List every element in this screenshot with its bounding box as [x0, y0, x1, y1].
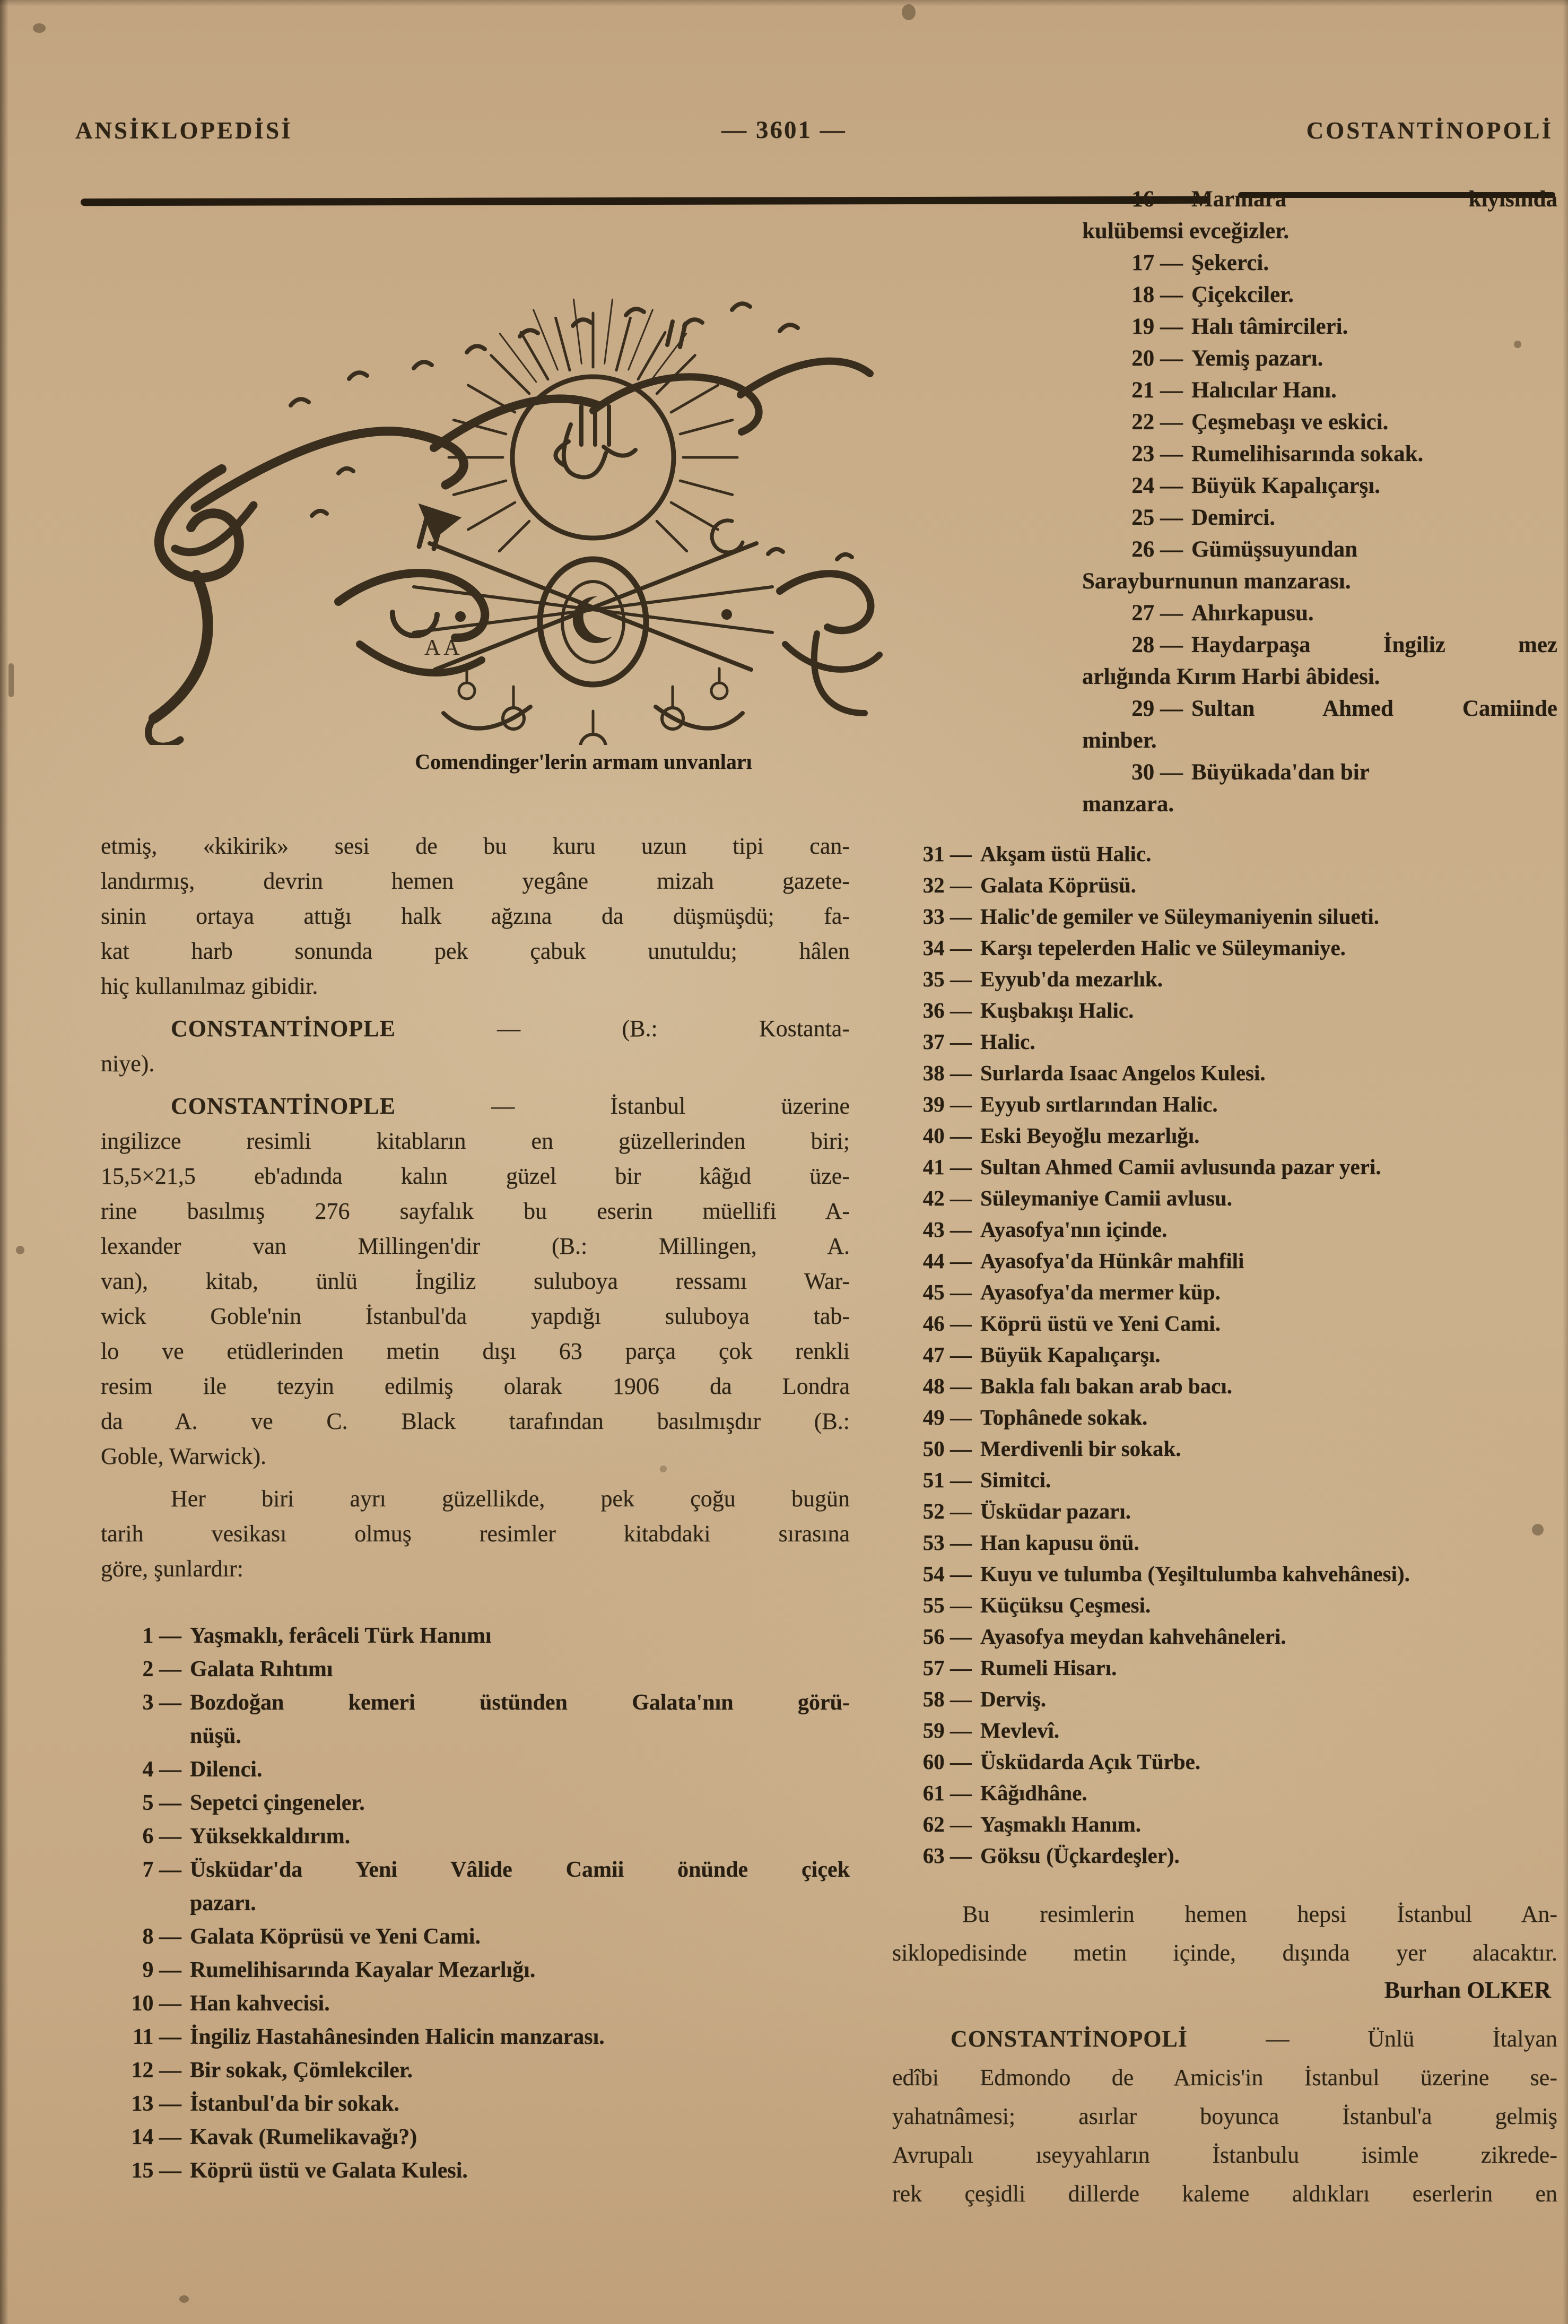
- list-item-text: Eyyub'da mezarlık.: [980, 967, 1163, 991]
- list-item-text: Büyük Kapalıçarşı.: [980, 1342, 1161, 1367]
- list-item-text: Halı tâmircileri.: [1191, 314, 1348, 339]
- list-item: [101, 1954, 850, 1987]
- text-line: yahatnâmesi; asırlar boyunca İstanbul'a gelmiş: [892, 2103, 1557, 2129]
- list-item: [101, 1787, 850, 1820]
- list-item-text: Kâğıdhâne.: [980, 1781, 1087, 1805]
- list-item-number: 3 —: [142, 1690, 181, 1715]
- list-item-number: 8 —: [142, 1924, 181, 1949]
- list-item-text: Kuşbakışı Halic.: [980, 998, 1134, 1022]
- text-line: kat harb sonunda pek çabuk unutuldu; hâlen: [101, 938, 850, 964]
- text-line: Her biri ayrı güzellikde, pek çoğu bugün: [171, 1486, 850, 1512]
- list-item-number: 34 —: [922, 935, 972, 960]
- entry-constantinople-ref: [101, 1011, 850, 1081]
- text-line: rek çeşidli dillerde kaleme aldıkları eserlerin en: [892, 2181, 1557, 2207]
- list-item-number: 13 —: [131, 2092, 181, 2116]
- list-item-number: 29 —: [1131, 696, 1183, 721]
- list-item-text: Ahırkapusu.: [1191, 601, 1314, 626]
- list-item: [892, 1621, 1557, 1652]
- list-item-text: Rumeli Hisarı.: [980, 1655, 1117, 1680]
- list-item-text: Dilenci.: [190, 1757, 263, 1782]
- list-item: [1082, 406, 1557, 438]
- running-head-right: COSTANTİNOPOLİ: [1306, 117, 1553, 144]
- list-item-text: Marmara kıyısında: [1191, 187, 1557, 212]
- list-item: [1082, 693, 1557, 725]
- list-item-text: Yemiş pazarı.: [1191, 346, 1323, 371]
- running-head-left: ANSİKLOPEDİSİ: [75, 117, 293, 144]
- list-item: [1082, 247, 1557, 279]
- list-item-number: 25 —: [1131, 505, 1183, 530]
- list-item-text: Kavak (Rumelikavağı?): [190, 2125, 417, 2149]
- list-item: [101, 2121, 850, 2154]
- list-item-text: Şekerci.: [1191, 250, 1269, 275]
- list-item: [101, 2087, 850, 2121]
- list-item-number: 23 —: [1131, 441, 1183, 466]
- list-item: [1082, 629, 1557, 661]
- list-item-number: 44 —: [922, 1248, 972, 1273]
- text-line: ingilizce resimli kitabların en güzellerinden biri;: [101, 1128, 850, 1154]
- scan-speck: [16, 1246, 24, 1254]
- list-item-text: Galata Köprüsü.: [980, 873, 1136, 897]
- list-item-text: Bozdoğan kemeri üstünden Galata'nın görü-: [190, 1690, 850, 1715]
- entry-headword: CONSTANTİNOPOLİ: [951, 2026, 1188, 2052]
- list-item-text: Derviş.: [980, 1687, 1047, 1711]
- list-item: [1082, 279, 1557, 311]
- list-item: [892, 995, 1557, 1026]
- list-item: [892, 901, 1557, 932]
- list-item-number: 28 —: [1131, 632, 1183, 657]
- list-item-text: Merdivenli bir sokak.: [980, 1436, 1181, 1461]
- list-item-number: 56 —: [922, 1624, 972, 1649]
- list-item-number: 46 —: [922, 1311, 972, 1336]
- list-item: [101, 1720, 850, 1753]
- list-item: [892, 1089, 1557, 1120]
- list-item-number: 30 —: [1131, 760, 1183, 785]
- list-item-text: Gümüşsuyundan: [1191, 537, 1358, 562]
- right-column: [892, 184, 1557, 2213]
- list-item-text: Sepetci çingeneler.: [190, 1791, 365, 1815]
- list-item: [892, 1496, 1557, 1527]
- list-item: [1082, 311, 1557, 343]
- list-item-number: 55 —: [922, 1593, 972, 1617]
- list-item-text: Han kapusu önü.: [980, 1530, 1139, 1555]
- artwork-caption: Comendinger'lerin armam unvanları: [415, 750, 752, 774]
- picture-list-16-30: [1082, 184, 1557, 820]
- page-number: — 3601 —: [721, 116, 847, 144]
- list-item-text: İngiliz Hastahânesinden Halicin manzarası.: [190, 2025, 605, 2049]
- list-item-number: 9 —: [142, 1958, 181, 1982]
- list-item-number: 43 —: [922, 1217, 972, 1242]
- scan-speck: [33, 23, 46, 33]
- list-item-number: 58 —: [922, 1687, 972, 1711]
- list-item: [101, 1619, 850, 1653]
- text-line: da A. ve C. Black tarafından basılmışdır (B.:: [101, 1408, 850, 1434]
- list-item-text: Demirci.: [1191, 505, 1275, 530]
- list-item: [892, 1277, 1557, 1308]
- list-item-number: 49 —: [922, 1405, 972, 1429]
- text-line: CONSTANTİNOPOLİ — Ünlü İtalyan: [951, 2026, 1557, 2052]
- list-item: [101, 2021, 850, 2054]
- list-item-number: 4 —: [142, 1757, 181, 1782]
- list-item-text: Bir sokak, Çömlekciler.: [190, 2058, 413, 2083]
- entry-constantinopoli: [892, 2019, 1557, 2213]
- list-item-number: 57 —: [922, 1655, 972, 1680]
- list-item-number: 53 —: [922, 1530, 972, 1555]
- engraving-letters: A A: [424, 636, 460, 660]
- list-item-number: 63 —: [922, 1843, 972, 1868]
- list-item-number: 14 —: [131, 2125, 181, 2149]
- list-item: [1082, 725, 1557, 757]
- text-line: göre, şunlardır:: [101, 1556, 243, 1582]
- list-item-text: Rumelihisarında Kayalar Mezarlığı.: [190, 1958, 536, 1982]
- list-item: [892, 1746, 1557, 1777]
- text-line: Goble, Warwick).: [101, 1443, 267, 1469]
- scan-edge-shadow-top: [0, 0, 1568, 6]
- list-item: [101, 1887, 850, 1920]
- text-line: CONSTANTİNOPLE — İstanbul üzerine: [171, 1093, 850, 1119]
- list-item: [892, 1652, 1557, 1684]
- list-item: [1082, 343, 1557, 375]
- text-line: van), kitab, ünlü İngiliz suluboya ressamı War-: [101, 1268, 850, 1294]
- list-item-number: 11 —: [132, 2025, 181, 2049]
- list-item-number: 39 —: [922, 1092, 972, 1116]
- list-item-text: Ayasofya'da Hünkâr mahfili: [980, 1248, 1244, 1273]
- paragraph: [101, 1481, 850, 1586]
- list-item-text: Galata Rıhtımı: [190, 1657, 333, 1681]
- entry-constantinople-book: [101, 1089, 850, 1474]
- list-item: [892, 1590, 1557, 1621]
- list-item-number: 33 —: [922, 904, 972, 929]
- list-item: [1082, 438, 1557, 470]
- list-item-text: Üsküdarda Açık Türbe.: [980, 1749, 1201, 1774]
- list-item-text: Eski Beyoğlu mezarlığı.: [980, 1123, 1200, 1148]
- list-item: [1082, 470, 1557, 502]
- list-item-number: 42 —: [922, 1186, 972, 1210]
- list-item: [892, 1026, 1557, 1057]
- list-item-text: Yüksekkaldırım.: [190, 1824, 351, 1849]
- list-item-text: pazarı.: [190, 1891, 256, 1915]
- list-item: [892, 1120, 1557, 1151]
- list-item-number: 12 —: [131, 2058, 181, 2083]
- list-item-number: 61 —: [922, 1781, 972, 1805]
- text-line: rine basılmış 276 sayfalık bu eserin müellifi A-: [101, 1198, 850, 1224]
- tughra: [555, 403, 635, 477]
- list-item-text: Halic'de gemiler ve Süleymaniyenin silueti.: [980, 904, 1380, 929]
- text-line: 15,5×21,5 eb'adında kalın güzel bir kâğıd üze-: [101, 1163, 850, 1189]
- list-item-number: 52 —: [922, 1499, 972, 1523]
- hanging-medals: [459, 669, 727, 745]
- list-item-text: Ayasofya'nın içinde.: [980, 1217, 1168, 1242]
- text-line: siklopedisinde metin içinde, dışında yer alacaktır.: [892, 1940, 1557, 1966]
- list-item-number: 37 —: [922, 1029, 972, 1054]
- list-item: [101, 1653, 850, 1686]
- list-item-text: Sultan Ahmed Camii avlusunda pazar yeri.: [980, 1155, 1381, 1179]
- list-item-number: 24 —: [1131, 473, 1183, 498]
- scan-edge-shadow-right: [1563, 0, 1568, 2324]
- text-line: landırmış, devrin hemen yegâne mizah gazete-: [101, 868, 850, 894]
- list-item: [1082, 788, 1557, 820]
- list-item: [101, 1820, 850, 1853]
- list-item-text: manzara.: [1082, 792, 1174, 817]
- list-item: [892, 838, 1557, 870]
- list-item: [1082, 566, 1557, 597]
- list-item: [892, 870, 1557, 901]
- text-line: tarih vesikası olmuş resimler kitabdaki sırasına: [101, 1521, 850, 1547]
- list-item: [1082, 757, 1557, 788]
- text-line: etmiş, «kikirik» sesi de bu kuru uzun tipi can-: [101, 833, 850, 859]
- list-item: [1082, 502, 1557, 534]
- list-item-text: Eyyub sırtlarından Halic.: [980, 1092, 1218, 1116]
- list-item: [892, 1684, 1557, 1715]
- ottoman-coat-of-arms: [414, 299, 772, 745]
- list-item-number: 50 —: [922, 1436, 972, 1461]
- list-item: [1082, 184, 1557, 215]
- list-item-number: 27 —: [1131, 601, 1183, 626]
- list-item-number: 60 —: [922, 1749, 972, 1774]
- list-item-number: 26 —: [1131, 537, 1183, 562]
- ottoman-armorial-engraving: [63, 219, 903, 745]
- list-item: [101, 1686, 850, 1720]
- list-item-number: 6 —: [142, 1824, 181, 1849]
- list-item: [892, 1339, 1557, 1371]
- list-item: [892, 1840, 1557, 1871]
- list-item-number: 36 —: [922, 998, 972, 1022]
- text-line: Bu resimlerin hemen hepsi İstanbul An-: [962, 1901, 1557, 1927]
- list-item-text: Simitci.: [980, 1468, 1051, 1492]
- list-item-text: Rumelihisarında sokak.: [1191, 441, 1424, 466]
- list-item: [892, 1245, 1557, 1277]
- list-item-text: Üsküdar pazarı.: [980, 1499, 1131, 1523]
- list-item: [892, 1183, 1557, 1214]
- paragraph: [101, 829, 850, 1004]
- list-item: [892, 1527, 1557, 1558]
- list-item: [1082, 534, 1557, 566]
- list-item-text: Surlarda Isaac Angelos Kulesi.: [980, 1061, 1266, 1085]
- list-item: [101, 1987, 850, 2021]
- list-item-number: [101, 1887, 181, 1920]
- list-item-number: 48 —: [922, 1374, 972, 1398]
- list-item-number: 20 —: [1131, 346, 1183, 371]
- list-item-number: 47 —: [922, 1342, 972, 1367]
- list-item-number: 31 —: [922, 842, 972, 866]
- list-item-text: Han kahvecisi.: [190, 1991, 330, 2016]
- entry-headword: CONSTANTİNOPLE: [171, 1016, 396, 1042]
- list-item-number: 59 —: [922, 1718, 972, 1742]
- list-item: [892, 932, 1557, 964]
- list-item-number: 32 —: [922, 873, 972, 897]
- list-item-text: Sultan Ahmed Camiinde: [1191, 696, 1557, 721]
- list-item-text: Halıcılar Hanı.: [1191, 378, 1337, 403]
- list-item-text: Çiçekciler.: [1191, 282, 1294, 307]
- closing-paragraph: [892, 1895, 1557, 1972]
- list-item: [1082, 215, 1557, 247]
- list-item-number: 16 —: [1131, 187, 1183, 212]
- list-item-text: Göksu (Üçkardeşler).: [980, 1843, 1180, 1868]
- list-item-number: 10 —: [131, 1991, 181, 2016]
- list-item-number: 41 —: [922, 1155, 972, 1179]
- text-line: lexander van Millingen'dir (B.: Millingen, A.: [101, 1233, 850, 1259]
- text-line: hiç kullanılmaz gibidir.: [101, 973, 318, 999]
- list-item: [1082, 375, 1557, 406]
- list-item: [101, 2154, 850, 2188]
- list-item-text: Üsküdar'da Yeni Vâlide Camii önünde çiçek: [190, 1858, 850, 1882]
- text-line: resim ile tezyin edilmiş olarak 1906 da Londra: [101, 1373, 850, 1399]
- list-item-text: Yaşmaklı Hanım.: [980, 1812, 1141, 1836]
- list-item: [892, 1715, 1557, 1746]
- list-item-number: 17 —: [1131, 250, 1183, 275]
- author-signature: Burhan OLKER: [1384, 1977, 1551, 2003]
- list-item-text: Sarayburnunun manzarası.: [1082, 569, 1351, 594]
- list-item: [101, 1753, 850, 1787]
- list-item-text: Ayasofya meydan kahvehâneleri.: [980, 1624, 1286, 1649]
- list-item-number: 1 —: [142, 1624, 181, 1648]
- list-item-number: 5 —: [142, 1791, 181, 1815]
- list-item: [892, 1371, 1557, 1402]
- list-item-number: 2 —: [142, 1657, 181, 1681]
- list-item-text: Süleymaniye Camii avlusu.: [980, 1186, 1232, 1210]
- text-line: Avrupalı ıseyyahların İstanbulu isimle zikrede-: [892, 2142, 1557, 2168]
- list-item-text: Akşam üstü Halic.: [980, 842, 1152, 866]
- list-item: [892, 1558, 1557, 1590]
- list-item-text: Haydarpaşa İngiliz mez: [1191, 632, 1557, 657]
- text-line: CONSTANTİNOPLE — (B.: Kostanta-: [171, 1016, 850, 1042]
- list-item-number: 54 —: [922, 1562, 972, 1586]
- list-item-text: Karşı tepelerden Halic ve Süleymaniye.: [980, 935, 1346, 960]
- list-item-text: Ayasofya'da mermer küp.: [980, 1280, 1221, 1304]
- list-item-text: Tophânede sokak.: [980, 1405, 1148, 1429]
- list-item-number: 7 —: [142, 1858, 181, 1882]
- list-item-text: Halic.: [980, 1029, 1035, 1054]
- list-item-text: arlığında Kırım Harbi âbidesi.: [1082, 664, 1380, 689]
- list-item-text: Mevlevî.: [980, 1718, 1060, 1742]
- list-item-text: Büyükada'dan bir: [1191, 760, 1370, 785]
- text-line: edîbi Edmondo de Amicis'in İstanbul üzerine se-: [892, 2065, 1557, 2091]
- left-column: [101, 829, 850, 2188]
- list-item-text: Galata Köprüsü ve Yeni Cami.: [190, 1924, 481, 1949]
- list-item-number: [101, 1720, 181, 1753]
- scan-speck: [8, 663, 14, 697]
- list-item-number: 38 —: [922, 1061, 972, 1085]
- list-item-text: Bakla falı bakan arab bacı.: [980, 1374, 1233, 1398]
- list-item-text: Çeşmebaşı ve eskici.: [1191, 410, 1389, 435]
- list-item: [892, 1402, 1557, 1433]
- list-item-number: 15 —: [131, 2158, 181, 2183]
- list-item-text: Küçüksu Çeşmesi.: [980, 1593, 1151, 1617]
- picture-list-1-15: [101, 1619, 850, 2188]
- picture-list-31-63: [892, 838, 1557, 1871]
- text-line: wick Goble'nin İstanbul'da yapdığı suluboya tab-: [101, 1303, 850, 1329]
- list-item-text: kulübemsi evceğizler.: [1082, 219, 1290, 244]
- list-item: [892, 1214, 1557, 1245]
- list-item-text: Kuyu ve tulumba (Yeşiltulumba kahvehânesi).: [980, 1562, 1410, 1586]
- entry-headword: CONSTANTİNOPLE: [171, 1093, 396, 1119]
- text-line: lo ve etüdlerinden metin dışı 63 parça çok renkli: [101, 1338, 850, 1364]
- text-line: sinin ortaya attığı halk ağzına da düşmüşdü; fa-: [101, 903, 850, 929]
- list-item: [101, 1920, 850, 1954]
- list-item-number: 35 —: [922, 967, 972, 991]
- list-item: [101, 2054, 850, 2087]
- list-item-text: Büyük Kapalıçarşı.: [1191, 473, 1381, 498]
- list-item: [892, 1433, 1557, 1464]
- list-item-text: Köprü üstü ve Yeni Cami.: [980, 1311, 1221, 1336]
- list-item: [1082, 661, 1557, 693]
- scan-edge-shadow-left: [0, 0, 8, 2324]
- list-item-number: 19 —: [1131, 314, 1183, 339]
- list-item-number: 51 —: [922, 1468, 972, 1492]
- list-item: [101, 1853, 850, 1887]
- list-item: [892, 1057, 1557, 1089]
- list-item-number: 62 —: [922, 1812, 972, 1836]
- list-item: [892, 1151, 1557, 1183]
- list-item: [892, 1809, 1557, 1840]
- list-item: [892, 1308, 1557, 1339]
- list-item-text: minber.: [1082, 728, 1157, 753]
- list-item: [892, 1464, 1557, 1496]
- list-item-text: İstanbul'da bir sokak.: [190, 2092, 399, 2116]
- list-item-number: 21 —: [1131, 378, 1183, 403]
- list-item: [1082, 597, 1557, 629]
- list-item-text: Yaşmaklı, ferâceli Türk Hanımı: [190, 1624, 492, 1648]
- list-item: [892, 964, 1557, 995]
- list-item-number: 22 —: [1131, 410, 1183, 435]
- list-item-number: 18 —: [1131, 282, 1183, 307]
- scan-speck: [179, 2295, 189, 2303]
- list-item: [892, 1777, 1557, 1809]
- scan-speck: [902, 4, 916, 20]
- list-item-number: 40 —: [922, 1123, 972, 1148]
- list-item-text: Köprü üstü ve Galata Kulesi.: [190, 2158, 468, 2183]
- list-item-text: nüşü.: [190, 1724, 241, 1748]
- list-item-number: 45 —: [922, 1280, 972, 1304]
- text-line: niye).: [101, 1051, 155, 1077]
